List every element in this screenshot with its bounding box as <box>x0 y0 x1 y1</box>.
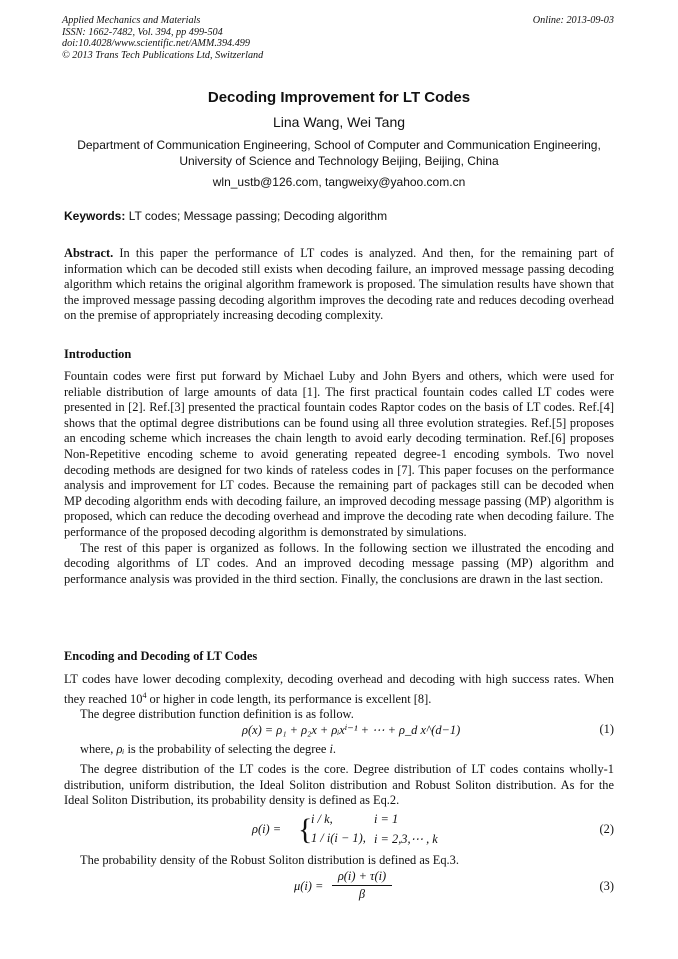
encoding-body-3 <box>64 853 614 869</box>
abstract <box>64 246 614 324</box>
paragraph: Fountain codes were first put forward by Michael Luby and John Byers and others, which were used for reliable distribution of large amounts of data [1]. The first practical fountain codes called LT codes were presented in [2]. Ref.[3] presented the practical fountain codes Raptor codes on the basis of LT codes. Ref.[4] shows that the optimal degree distributions can be found using all three evolution strategies. Ref.[5] proposes an encoding scheme which increases the chain length to avoid early decoding termination. Ref.[6] proposes Non-Repetitive encoding scheme to avoid generating repeated degree-1 encoding symbols. Two novel decoding methods are designed for two kinds of rateless codes in [7]. This paper focuses on the performance analysis and improvement for LT codes. Because the remaining part of packages still can be decoded when MP decoding algorithm ends with decoding failure, an improved decoding message passing (MP) algorithm is proposed, which can reduce the decoding overhead and improve the decoding rate when decoding failure. The performance of the proposed decoding algorithm is demonstrated by simulations. <box>64 369 614 539</box>
copyright-line: © 2013 Trans Tech Publications Ltd, Switzerland <box>62 49 264 61</box>
introduction-body <box>64 369 614 587</box>
equation-expression: ρ(x) = ρ₁ + ρ₂x + ρᵢxⁱ⁻¹ + ⋯ + ρ_d x^(d−1) <box>242 723 461 737</box>
keywords-text: LT codes; Message passing; Decoding algorithm <box>128 209 388 223</box>
paragraph: The degree distribution function definition is as follow. <box>80 707 354 722</box>
issn-line: ISSN: 1662-7482, Vol. 394, pp 499-504 <box>62 26 223 38</box>
section-heading-introduction: Introduction <box>64 347 132 361</box>
fraction-denominator: β <box>358 887 366 901</box>
equation-3 <box>64 869 614 909</box>
math-symbol: ρᵢ <box>116 742 125 756</box>
running-header <box>62 15 614 61</box>
equation-2 <box>64 812 614 852</box>
doi-line: doi:10.4028/www.scientific.net/AMM.394.499 <box>62 38 250 50</box>
paragraph: The probability density of the Robust Soliton distribution is defined as Eq.3. <box>80 853 459 867</box>
abstract-label: Abstract. <box>64 246 114 260</box>
text: is the probability of selecting the degree <box>124 742 330 756</box>
fraction <box>332 869 392 902</box>
case-condition: i = 1 <box>374 812 399 826</box>
authors: Lina Wang, Wei Tang <box>272 114 406 130</box>
affiliation-line: University of Science and Technology Beijing, Beijing, China <box>179 154 499 168</box>
equation-lhs: ρ(i) = <box>252 822 282 836</box>
fraction-numerator: ρ(i) + τ(i) <box>337 869 387 883</box>
text: where, <box>80 742 117 756</box>
encoding-body-1 <box>64 672 614 723</box>
affiliation-line: Department of Communication Engineering, School of Computer and Communication Engineering, <box>77 138 601 152</box>
paper-title: Decoding Improvement for LT Codes <box>207 89 471 106</box>
math-symbol: i <box>329 742 333 756</box>
case-expression: 1 / i(i − 1), <box>311 831 366 845</box>
superscript: 4 <box>142 690 147 700</box>
affiliation <box>40 137 638 169</box>
case-condition: i = 2,3,⋯ , k <box>374 832 438 846</box>
keywords <box>64 209 387 223</box>
text: . <box>332 742 337 756</box>
paragraph-text: LT codes have lower decoding complexity, decoding overhead and decoding with high success rates. When they reached 10 <box>64 672 614 706</box>
paragraph-text: or higher in code length, its performance is excellent [8]. <box>146 691 432 706</box>
fraction-bar <box>332 885 392 886</box>
equation-number: (2) <box>599 822 614 836</box>
case-expression: i / k, <box>311 812 333 826</box>
paragraph: The degree distribution of the LT codes is the core. Degree distribution of LT codes contains wholly-1 distribution, uniform distribution, the Ideal Soliton distribution and Robust Soliton distribution. As for the Ideal Soliton Distribution, its probability density is defined as Eq.2. <box>64 762 614 808</box>
paragraph: The rest of this paper is organized as follows. In the following section we illustrated the encoding and decoding algorithms of LT codes. And an improved decoding message passing (MP) algorithm and performance analysis was provided in the third section. Finally, the conclusions are drawn in the last section. <box>64 540 614 586</box>
encoding-body-2 <box>64 762 614 809</box>
where-line <box>64 742 614 758</box>
brace-symbol: { <box>298 813 313 846</box>
equation-number: (3) <box>599 879 614 893</box>
online-date: Online: 2013-09-03 <box>532 15 614 26</box>
email: wln_ustb@126.com, tangweixy@yahoo.com.cn <box>212 175 466 189</box>
journal-name: Applied Mechanics and Materials <box>62 15 201 26</box>
abstract-text: In this paper the performance of LT codes is analyzed. And then, for the remaining part of information which can be decoded still exists when decoding failure, an improved message passing decoding algorithm which retains the original algorithm framework is proposed. The simulation results have shown that the improved message passing decoding algorithm improves the decoding rate and reduces decoding overhead on the premise of appropriately increasing decoding complexity. <box>64 246 614 323</box>
equation-lhs: μ(i) = <box>294 879 324 893</box>
section-heading-encoding: Encoding and Decoding of LT Codes <box>64 649 258 663</box>
paragraph <box>64 742 614 758</box>
keywords-label: Keywords: <box>64 209 126 223</box>
paragraph <box>64 672 614 707</box>
equation-number: (1) <box>599 722 614 736</box>
